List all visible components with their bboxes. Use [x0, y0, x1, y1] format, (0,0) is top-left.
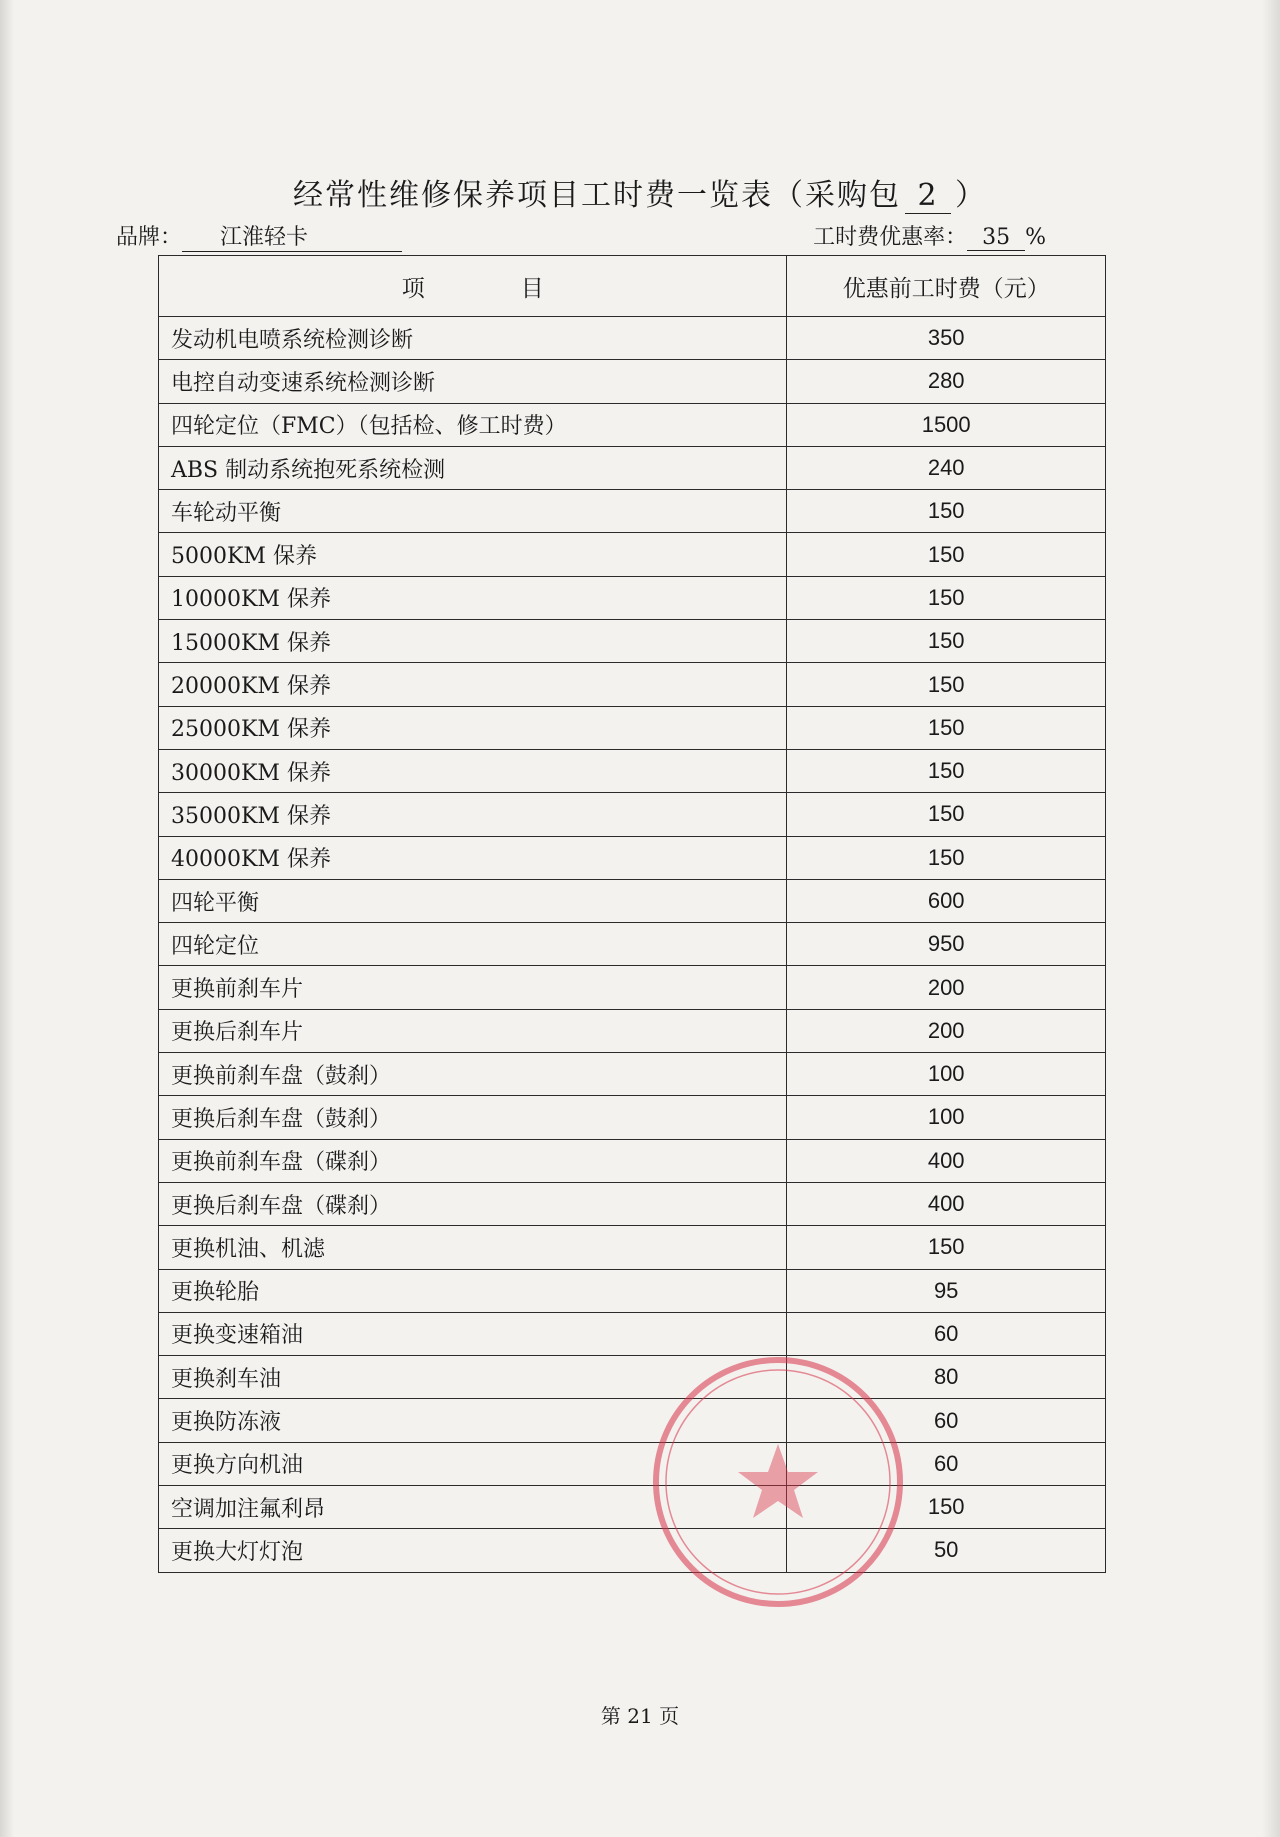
brand-value: 江淮轻卡	[182, 220, 402, 252]
row-item: 10000KM 保养	[159, 576, 787, 619]
title-suffix: ）	[955, 178, 987, 213]
row-item: 车轮动平衡	[159, 490, 787, 533]
table-row	[159, 1269, 1106, 1312]
table-row	[159, 706, 1106, 749]
row-item: 35000KM 保养	[159, 793, 787, 836]
table-row	[159, 1529, 1106, 1572]
row-fee: 150	[787, 620, 1106, 663]
row-fee: 150	[787, 490, 1106, 533]
row-item: 更换前刹车盘（碟刹）	[159, 1139, 787, 1182]
row-item: 5000KM 保养	[159, 533, 787, 576]
row-fee: 950	[787, 923, 1106, 966]
table-header-row	[159, 256, 1106, 317]
row-item: 更换刹车油	[159, 1356, 787, 1399]
brand-label: 品牌：	[116, 225, 183, 250]
table-row	[159, 576, 1106, 619]
row-item: 四轮定位（FMC）（包括检、修工时费）	[159, 403, 787, 446]
table-row	[159, 663, 1106, 706]
table-row	[159, 533, 1106, 576]
row-item: 空调加注氟利昂	[159, 1486, 787, 1529]
row-fee: 80	[787, 1356, 1106, 1399]
document-title	[0, 170, 1280, 214]
row-fee: 350	[787, 317, 1106, 360]
table-row	[159, 446, 1106, 489]
table-row	[159, 360, 1106, 403]
page-edge-right	[1262, 0, 1280, 1837]
row-fee: 200	[787, 1009, 1106, 1052]
table-row	[159, 620, 1106, 663]
table-row	[159, 1182, 1106, 1225]
discount-rate-field	[813, 220, 1046, 251]
row-fee: 1500	[787, 403, 1106, 446]
table-row	[159, 317, 1106, 360]
row-fee: 150	[787, 793, 1106, 836]
row-fee: 95	[787, 1269, 1106, 1312]
header-fee: 优惠前工时费（元）	[787, 256, 1106, 317]
row-item: 更换轮胎	[159, 1269, 787, 1312]
discount-label: 工时费优惠率：	[813, 225, 968, 250]
row-fee: 150	[787, 1486, 1106, 1529]
row-fee: 200	[787, 966, 1106, 1009]
row-fee: 150	[787, 576, 1106, 619]
row-item: 更换变速箱油	[159, 1312, 787, 1355]
row-item: 更换后刹车盘（碟刹）	[159, 1182, 787, 1225]
table-row	[159, 403, 1106, 446]
row-fee: 400	[787, 1139, 1106, 1182]
row-fee: 150	[787, 749, 1106, 792]
table-row	[159, 879, 1106, 922]
table-row	[159, 836, 1106, 879]
discount-unit: %	[1025, 225, 1046, 250]
row-fee: 240	[787, 446, 1106, 489]
row-item: 更换大灯灯泡	[159, 1529, 787, 1572]
table-row	[159, 1226, 1106, 1269]
row-item: 更换后刹车盘（鼓刹）	[159, 1096, 787, 1139]
table-row	[159, 1399, 1106, 1442]
row-fee: 50	[787, 1529, 1106, 1572]
row-fee: 150	[787, 836, 1106, 879]
row-fee: 400	[787, 1182, 1106, 1225]
row-item: 四轮平衡	[159, 879, 787, 922]
header-item: 项目	[159, 256, 787, 317]
row-item: 更换机油、机滤	[159, 1226, 787, 1269]
row-item: 电控自动变速系统检测诊断	[159, 360, 787, 403]
discount-value: 35	[967, 225, 1025, 251]
row-item: 25000KM 保养	[159, 706, 787, 749]
table-row	[159, 1139, 1106, 1182]
row-item: 发动机电喷系统检测诊断	[159, 317, 787, 360]
row-item: ABS 制动系统抱死系统检测	[159, 446, 787, 489]
page-number: 第 21 页	[600, 1704, 680, 1728]
table-row	[159, 966, 1106, 1009]
row-fee: 100	[787, 1053, 1106, 1096]
table-row	[159, 749, 1106, 792]
row-fee: 60	[787, 1442, 1106, 1485]
row-fee: 150	[787, 663, 1106, 706]
row-item: 15000KM 保养	[159, 620, 787, 663]
row-fee: 60	[787, 1399, 1106, 1442]
row-item: 30000KM 保养	[159, 749, 787, 792]
labor-fee-table	[158, 255, 1106, 1573]
row-fee: 150	[787, 533, 1106, 576]
row-item: 更换防冻液	[159, 1399, 787, 1442]
row-item: 四轮定位	[159, 923, 787, 966]
brand-field	[116, 220, 402, 252]
row-fee: 600	[787, 879, 1106, 922]
table-body	[159, 317, 1106, 1573]
table-row	[159, 1009, 1106, 1052]
table-row	[159, 1356, 1106, 1399]
title-prefix: 经常性维修保养项目工时费一览表（采购包	[293, 178, 901, 213]
page-edge-left	[0, 0, 14, 1837]
row-item: 更换前刹车片	[159, 966, 787, 1009]
table-row	[159, 1053, 1106, 1096]
row-item: 更换前刹车盘（鼓刹）	[159, 1053, 787, 1096]
table-row	[159, 1312, 1106, 1355]
table-row	[159, 1442, 1106, 1485]
row-fee: 150	[787, 706, 1106, 749]
table-row	[159, 923, 1106, 966]
row-item: 更换后刹车片	[159, 1009, 787, 1052]
row-item: 40000KM 保养	[159, 836, 787, 879]
row-fee: 150	[787, 1226, 1106, 1269]
table-row	[159, 490, 1106, 533]
row-fee: 100	[787, 1096, 1106, 1139]
package-number: 2	[905, 178, 951, 214]
table-row	[159, 1096, 1106, 1139]
row-fee: 280	[787, 360, 1106, 403]
table-row	[159, 793, 1106, 836]
table-row	[159, 1486, 1106, 1529]
row-fee: 60	[787, 1312, 1106, 1355]
row-item: 更换方向机油	[159, 1442, 787, 1485]
row-item: 20000KM 保养	[159, 663, 787, 706]
meta-row	[116, 220, 1046, 254]
